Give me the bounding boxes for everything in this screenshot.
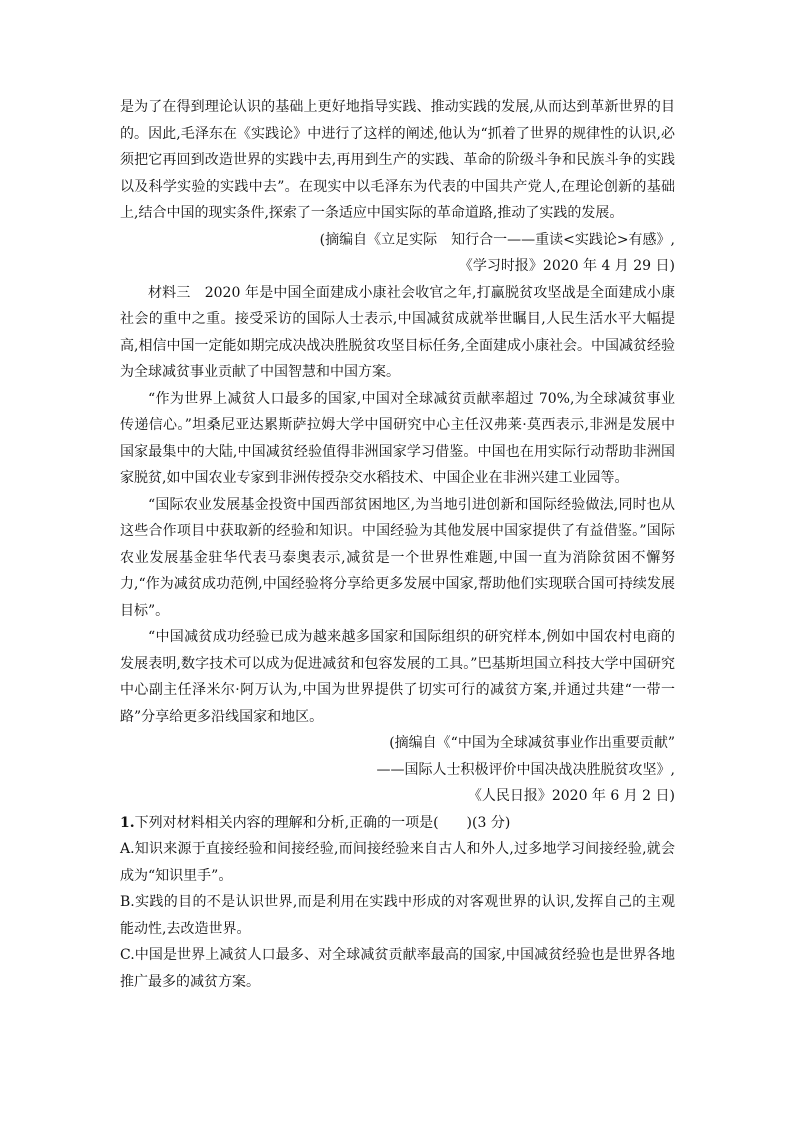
answer-option-c: C.中国是世界上减贫人口最多、对全球减贫贡献率最高的国家,中国减贫经验也是世界各地推广最多的减贫方案。 xyxy=(120,947,675,990)
material2-paragraph: 是为了在得到理论认识的基础上更好地指导实践、推动实践的发展,从而达到革新世界的目的。因此,毛泽东在《实践论》中进行了这样的阐述,他认为“抓着了世界的规律性的认识,必须把它再回到改造世界的实践中去,再用到生产的实践、革命的阶级斗争和民族斗争的实践以及科学实验的实践中去”。在现实中以毛泽东为代表的中国共产党人,在理论创新的基础上,结合中国的现实条件,探索了一条适应中国实际的革命道路,推动了实践的发展。 xyxy=(120,99,675,221)
question-text: 下列对材料相关内容的理解和分析,正确的一项是( )(3 分) xyxy=(134,814,511,831)
source-line: ——国际人士积极评价中国决战决胜脱贫攻坚》, xyxy=(376,761,675,778)
question-number: 1. xyxy=(120,814,135,831)
source-line: 《人民日报》2020 年 6 月 2 日) xyxy=(467,788,675,804)
source-line: 《学习时报》2020 年 4 月 29 日) xyxy=(458,258,675,274)
answer-option-a: A.知识来源于直接经验和间接经验,而间接经验来自古人和外人,过多地学习间接经验,就会成为“知识里手”。 xyxy=(120,841,675,884)
source-line: (摘编自《立足实际 知行合一——重读<实践论>有感》, xyxy=(319,231,675,248)
material3-paragraph: “国际农业发展基金投资中国西部贫困地区,为当地引进创新和国际经验做法,同时也从这些合作项目中获取新的经验和知识。中国经验为其他发展中国家提供了有益借鉴。”国际农业发展基金驻华代表马泰奥表示,减贫是一个世界性难题,中国一直为消除贫困不懈努力,“作为减贫成功范例,中国经验将分享给更多发展中国家,帮助他们实现联合国可持续发展目标”。 xyxy=(120,496,675,619)
question-stem xyxy=(120,810,675,837)
answer-option-b: B.实践的目的不是认识世界,而是利用在实践中形成的对客观世界的认识,发挥自己的主观能动性,去改造世界。 xyxy=(120,894,675,937)
material3-paragraph: 材料三 2020 年是中国全面建成小康社会收官之年,打赢脱贫攻坚战是全面建成小康社会的重中之重。接受采访的国际人士表示,中国减贫成就举世瞩目,人民生活水平大幅提高,相信中国一定能如期完成决战决胜脱贫攻坚目标任务,全面建成小康社会。中国减贫经验为全球减贫事业贡献了中国智慧和中国方案。 xyxy=(120,284,675,380)
source-line: (摘编自《“中国为全球减贫事业作出重要贡献” xyxy=(389,735,675,751)
material3-paragraph: “中国减贫成功经验已成为越来越多国家和国际组织的研究样本,例如中国农村电商的发展表明,数字技术可以成为促进减贫和包容发展的工具。”巴基斯坦国立科技大学中国研究中心副主任泽米尔·阿万认为,中国为世界提供了切实可行的减贫方案,并通过共建“一带一路”分享给更多沿线国家和地区。 xyxy=(120,629,675,725)
document-page xyxy=(120,94,675,995)
material3-paragraph: “作为世界上减贫人口最多的国家,中国对全球减贫贡献率超过 70%,为全球减贫事业传递信心。”坦桑尼亚达累斯萨拉姆大学中国研究中心主任汉弗莱·莫西表示,非洲是发展中国家最集中的大陆,中国减贫经验值得非洲国家学习借鉴。中国也在用实际行动帮助非洲国家脱贫,如中国农业专家到非洲传授杂交水稻技术、中国企业在非洲兴建工业园等。 xyxy=(120,390,675,486)
